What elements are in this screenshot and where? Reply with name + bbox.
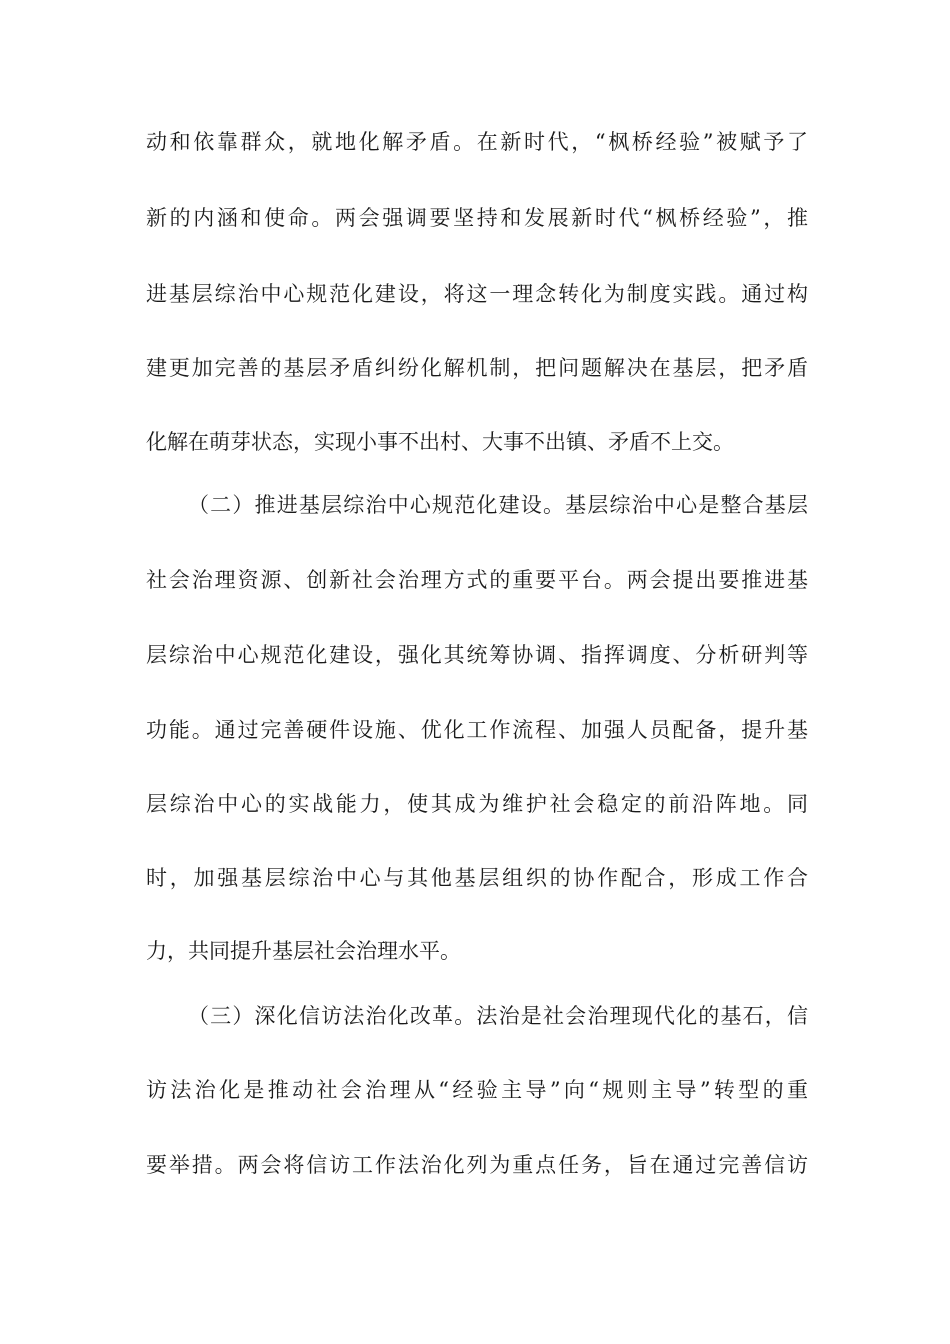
text-line: 层综治中心规范化建设，强化其统筹协调、指挥调度、分析研判等 — [146, 643, 808, 667]
text-line: 进基层综治中心规范化建设，将这一理念转化为制度实践。通过构 — [146, 282, 808, 306]
text-line: 时，加强基层综治中心与其他基层组织的协作配合，形成工作合 — [146, 866, 808, 890]
paragraph-heading-line: （二）推进基层综治中心规范化建设。基层综治中心是整合基层 — [188, 493, 808, 517]
text-line: 社会治理资源、创新社会治理方式的重要平台。两会提出要推进基 — [146, 568, 808, 592]
text-line: 化解在萌芽状态，实现小事不出村、大事不出镇、矛盾不上交。 — [146, 430, 734, 454]
text-line: 要举措。两会将信访工作法治化列为重点任务，旨在通过完善信访 — [146, 1153, 808, 1177]
text-line: 层综治中心的实战能力，使其成为维护社会稳定的前沿阵地。同 — [146, 792, 808, 816]
text-line: 建更加完善的基层矛盾纠纷化解机制，把问题解决在基层，把矛盾 — [146, 356, 808, 380]
text-line: 功能。通过完善硬件设施、优化工作流程、加强人员配备，提升基 — [146, 718, 808, 742]
text-line: 动和依靠群众，就地化解矛盾。在新时代，“枫桥经验”被赋予了 — [146, 130, 808, 154]
text-line: 新的内涵和使命。两会强调要坚持和发展新时代“枫桥经验”，推 — [146, 206, 808, 230]
text-line: 访法治化是推动社会治理从“经验主导”向“规则主导”转型的重 — [146, 1078, 808, 1102]
paragraph-heading-line: （三）深化信访法治化改革。法治是社会治理现代化的基石，信 — [188, 1004, 808, 1028]
text-line: 力，共同提升基层社会治理水平。 — [146, 939, 461, 963]
